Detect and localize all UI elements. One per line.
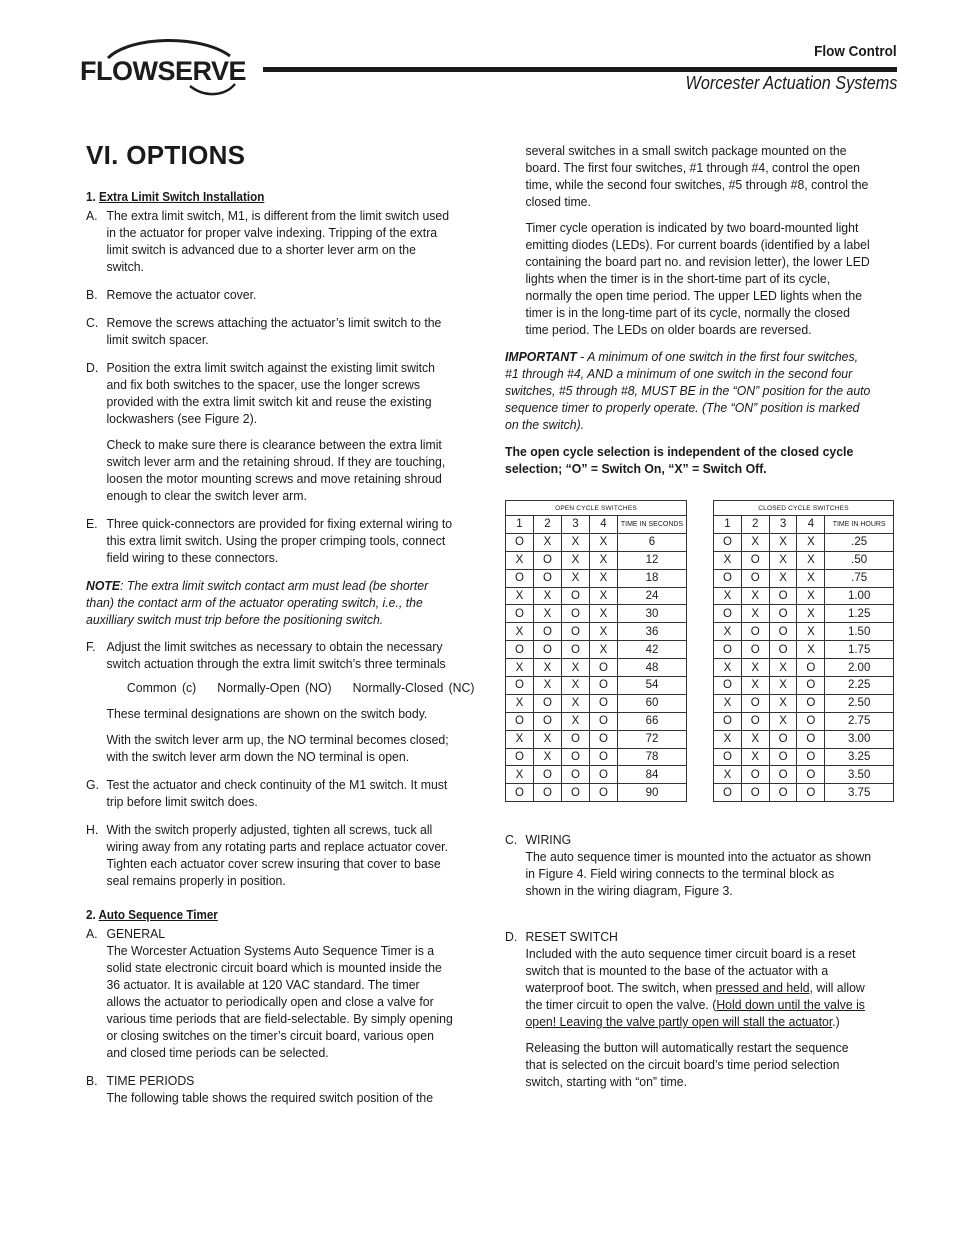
closed-table-row bbox=[714, 730, 894, 748]
left-column bbox=[86, 140, 481, 1117]
switch-cell: X bbox=[506, 587, 534, 605]
switch-cell: O bbox=[590, 694, 618, 712]
switch-cell: X bbox=[590, 587, 618, 605]
subsection-heading: WIRING bbox=[525, 832, 572, 847]
section-1-title: Extra Limit Switch Installation bbox=[98, 190, 265, 204]
switch-cell: X bbox=[534, 748, 562, 766]
switch-cell: O bbox=[506, 784, 534, 802]
switch-cell: O bbox=[534, 641, 562, 659]
timer-wiring-body bbox=[525, 831, 872, 899]
note-label: NOTE bbox=[86, 578, 121, 593]
switch-cell: X bbox=[534, 659, 562, 677]
closed-table-row bbox=[714, 641, 894, 659]
time-cell: 6 bbox=[618, 533, 687, 551]
switch-cell: X bbox=[769, 694, 797, 712]
switch-cell: X bbox=[590, 605, 618, 623]
logo-text: FLOWSERVE bbox=[80, 56, 247, 86]
switch-cell: O bbox=[714, 712, 742, 730]
step-g bbox=[86, 776, 453, 810]
switch-cell: O bbox=[769, 730, 797, 748]
time-cell: 2.00 bbox=[825, 659, 894, 677]
switch-cell: X bbox=[769, 712, 797, 730]
time-cell: 48 bbox=[618, 659, 687, 677]
section-2 bbox=[86, 907, 453, 1106]
subsection-heading: TIME PERIODS bbox=[106, 1073, 195, 1088]
step-d-body bbox=[106, 359, 453, 504]
step-c bbox=[86, 314, 453, 348]
step-f-note-1: These terminal designations are shown on the switch body. bbox=[106, 706, 428, 721]
closed-table-row bbox=[714, 533, 894, 551]
column-header: 2 bbox=[534, 516, 562, 534]
closed-table-row bbox=[714, 569, 894, 587]
closed-table-row bbox=[714, 605, 894, 623]
important-text: - A minimum of one switch in the first four switches, #1 through #4, AND a minimum of one switch in the second four switches, #5 through #8, MUST BE in the “ON” position for the auto sequence timer to properly operate. (The “ON” position is marked on the switch). bbox=[505, 349, 871, 432]
switch-cell: X bbox=[741, 677, 769, 695]
time-cell: 1.50 bbox=[825, 623, 894, 641]
reset-text: , will allow the timer circuit to open the valve. ( bbox=[525, 980, 865, 1012]
column-header: TIME IN HOURS bbox=[825, 516, 894, 534]
open-table-row bbox=[506, 748, 687, 766]
switch-cell: O bbox=[741, 641, 769, 659]
switch-cell: O bbox=[534, 551, 562, 569]
step-label: C. bbox=[86, 315, 99, 330]
switch-cell: X bbox=[741, 533, 769, 551]
closed-table-row bbox=[714, 766, 894, 784]
switch-cell: O bbox=[769, 641, 797, 659]
timer-periods bbox=[86, 1072, 453, 1106]
column-header: 3 bbox=[769, 516, 797, 534]
step-label: E. bbox=[86, 516, 98, 531]
switch-cell: O bbox=[590, 659, 618, 677]
header-division bbox=[805, 43, 897, 60]
switch-cell: X bbox=[797, 605, 825, 623]
switch-cell: O bbox=[590, 784, 618, 802]
switch-cell: O bbox=[506, 605, 534, 623]
time-cell: 2.75 bbox=[825, 712, 894, 730]
closed-table-row bbox=[714, 677, 894, 695]
switch-cell: O bbox=[590, 766, 618, 784]
column-header: 1 bbox=[506, 516, 534, 534]
led-description: Timer cycle operation is indicated by two board-mounted light emitting diodes (LEDs). For current boards (identified by a label containing the board part no. and revision letter), the lower LED lights when the timer is in the short-time part of its cycle, normally the open time period. The upper LED lights when the timer is in the long-time part of its cycle, normally the closed time period. The LEDs on older boards are reversed. bbox=[525, 220, 870, 337]
column-header: 4 bbox=[797, 516, 825, 534]
switch-cell: O bbox=[506, 569, 534, 587]
switch-cell: X bbox=[562, 659, 590, 677]
right-column-lower bbox=[505, 831, 900, 1101]
switch-cell: X bbox=[741, 605, 769, 623]
open-table-row bbox=[506, 677, 687, 695]
step-text: Check to make sure there is clearance between the extra limit switch lever arm and the retaining shroud. If they are touching, loosen the motor mounting screws and move retaining shroud enough to clear the switch lever arm. bbox=[106, 437, 446, 503]
step-b bbox=[86, 286, 453, 303]
selection-note: The open cycle selection is independent of the closed cycle selection; “O” = Switch On, “X” = Switch Off. bbox=[505, 444, 854, 476]
step-f bbox=[86, 638, 453, 672]
closed-table-row bbox=[714, 551, 894, 569]
timer-wiring bbox=[505, 831, 872, 899]
switch-cell: O bbox=[797, 748, 825, 766]
closed-table-row bbox=[714, 659, 894, 677]
switch-cell: O bbox=[714, 677, 742, 695]
switch-cell: X bbox=[797, 551, 825, 569]
switch-cell: X bbox=[797, 587, 825, 605]
switch-cell: O bbox=[590, 748, 618, 766]
switch-cell: O bbox=[797, 677, 825, 695]
closed-table-row bbox=[714, 623, 894, 641]
time-cell: 24 bbox=[618, 587, 687, 605]
step-label: B. bbox=[86, 287, 98, 302]
switch-cell: X bbox=[769, 533, 797, 551]
right-column-text bbox=[505, 142, 872, 477]
switch-cell: O bbox=[590, 730, 618, 748]
switch-cell: X bbox=[590, 533, 618, 551]
division-label: Flow Control bbox=[814, 43, 897, 60]
switch-cell: O bbox=[797, 694, 825, 712]
switch-cell: X bbox=[506, 694, 534, 712]
switch-cell: X bbox=[562, 677, 590, 695]
switch-cell: O bbox=[506, 748, 534, 766]
switch-cell: X bbox=[797, 641, 825, 659]
step-text: The extra limit switch, M1, is different from the limit switch used in the actuator for proper valve indexing. Tripping of the extra limit switch is advanced due to a shorter lever arm on the switch. bbox=[106, 208, 450, 274]
step-text: The following table shows the required switch position of the bbox=[106, 1090, 434, 1105]
open-table-row bbox=[506, 641, 687, 659]
switch-cell: O bbox=[797, 712, 825, 730]
open-table-row bbox=[506, 605, 687, 623]
switch-cell: X bbox=[534, 533, 562, 551]
switch-cell: O bbox=[714, 748, 742, 766]
switch-cell: O bbox=[562, 748, 590, 766]
switch-cell: X bbox=[741, 730, 769, 748]
closed-table-row bbox=[714, 587, 894, 605]
time-periods-continued: several switches in a small switch package mounted on the board. The first four switches, #1 through #4, control the open time, while the second four switches, #5 through #8, control the closed time. bbox=[525, 143, 869, 209]
switch-cell: O bbox=[562, 730, 590, 748]
reset-text: Included with the auto sequence timer circuit board is a reset switch that is mounted to the base of the actuator with a waterproof boot. The switch, when bbox=[525, 946, 856, 995]
time-cell: 2.25 bbox=[825, 677, 894, 695]
time-cell: .50 bbox=[825, 551, 894, 569]
column-header: 4 bbox=[590, 516, 618, 534]
switch-cell: X bbox=[741, 748, 769, 766]
terminal-list: Common (c) Normally-Open (NO) Normally-Closed (NC) bbox=[126, 680, 475, 695]
switch-cell: X bbox=[741, 659, 769, 677]
time-cell: 36 bbox=[618, 623, 687, 641]
switch-cell: X bbox=[769, 677, 797, 695]
switch-cell: O bbox=[534, 569, 562, 587]
switch-cell: X bbox=[506, 766, 534, 784]
switch-cell: X bbox=[714, 694, 742, 712]
switch-cell: O bbox=[769, 766, 797, 784]
switch-cell: X bbox=[562, 569, 590, 587]
time-cell: 66 bbox=[618, 712, 687, 730]
step-f-note-2: With the switch lever arm up, the NO terminal becomes closed; with the switch lever arm down the NO terminal is open. bbox=[106, 732, 449, 764]
section-2-title: Auto Sequence Timer bbox=[98, 908, 218, 922]
closed-table-body bbox=[714, 533, 894, 801]
time-cell: 2.50 bbox=[825, 694, 894, 712]
switch-cell: O bbox=[534, 694, 562, 712]
switch-cell: X bbox=[769, 569, 797, 587]
switch-cell: O bbox=[769, 784, 797, 802]
right-column bbox=[505, 142, 900, 487]
switch-cell: O bbox=[741, 551, 769, 569]
switch-cell: O bbox=[714, 641, 742, 659]
reset-description bbox=[525, 945, 872, 1030]
timer-reset bbox=[505, 928, 872, 1090]
switch-cell: X bbox=[506, 551, 534, 569]
time-cell: 3.75 bbox=[825, 784, 894, 802]
column-header: 1 bbox=[714, 516, 742, 534]
switch-cell: O bbox=[714, 569, 742, 587]
step-text: The auto sequence timer is mounted into the actuator as shown in Figure 4. Field wiring connects to the terminal block as shown in the wiring diagram, Figure 3. bbox=[525, 849, 872, 898]
open-table-body bbox=[506, 533, 687, 801]
switch-cell: O bbox=[797, 784, 825, 802]
timer-general bbox=[86, 925, 453, 1061]
switch-cell: X bbox=[590, 551, 618, 569]
header-rule bbox=[263, 67, 897, 72]
section-title: VI. OPTIONS bbox=[86, 140, 246, 170]
switch-cell: O bbox=[769, 587, 797, 605]
switch-cell: X bbox=[506, 623, 534, 641]
switch-cell: X bbox=[562, 551, 590, 569]
switch-cell: O bbox=[534, 623, 562, 641]
switch-cell: X bbox=[797, 533, 825, 551]
switch-cell: O bbox=[506, 533, 534, 551]
step-label: A. bbox=[86, 926, 98, 941]
time-cell: 18 bbox=[618, 569, 687, 587]
time-cell: 42 bbox=[618, 641, 687, 659]
open-table-row bbox=[506, 623, 687, 641]
section-1-heading bbox=[86, 189, 453, 206]
switch-cell: X bbox=[506, 659, 534, 677]
open-table-row bbox=[506, 659, 687, 677]
time-cell: .25 bbox=[825, 533, 894, 551]
switch-cell: X bbox=[562, 533, 590, 551]
switch-cell: X bbox=[714, 766, 742, 784]
switch-cell: O bbox=[562, 605, 590, 623]
reset-text: .) bbox=[832, 1014, 840, 1029]
timer-periods-body bbox=[106, 1072, 453, 1106]
open-table-header-row bbox=[506, 516, 687, 534]
closed-table-row bbox=[714, 712, 894, 730]
important-note bbox=[505, 348, 872, 433]
step-label: F. bbox=[86, 639, 96, 654]
time-cell: 90 bbox=[618, 784, 687, 802]
time-cell: 12 bbox=[618, 551, 687, 569]
switch-cell: O bbox=[769, 605, 797, 623]
open-table-row bbox=[506, 784, 687, 802]
time-cell: .75 bbox=[825, 569, 894, 587]
time-cell: 72 bbox=[618, 730, 687, 748]
step-label: D. bbox=[505, 929, 518, 944]
time-cell: 3.00 bbox=[825, 730, 894, 748]
step-text: Three quick-connectors are provided for fixing external wiring to this extra limit switch. Using the proper crimping tools, connect field wiring to these connectors. bbox=[106, 516, 453, 565]
switch-cell: X bbox=[714, 551, 742, 569]
switch-cell: X bbox=[590, 569, 618, 587]
switch-cell: O bbox=[506, 641, 534, 659]
time-cell: 1.75 bbox=[825, 641, 894, 659]
reset-restart-text: Releasing the button will automatically restart the sequence that is selected on the circuit board’s time period selection switch, starting with “on” time. bbox=[525, 1040, 849, 1089]
time-cell: 54 bbox=[618, 677, 687, 695]
switch-cell: X bbox=[590, 641, 618, 659]
switch-cell: O bbox=[714, 533, 742, 551]
important-label: IMPORTANT bbox=[505, 349, 577, 364]
closed-table-caption: CLOSED CYCLE SWITCHES bbox=[714, 501, 894, 516]
closed-table-row bbox=[714, 694, 894, 712]
reset-warning: Hold down until the valve is open! Leaving the valve partly open will stall the actuator bbox=[525, 997, 865, 1029]
switch-cell: X bbox=[797, 569, 825, 587]
switch-cell: O bbox=[506, 712, 534, 730]
step-label: A. bbox=[86, 208, 98, 223]
open-table-row bbox=[506, 533, 687, 551]
switch-cell: X bbox=[714, 587, 742, 605]
step-label: C. bbox=[505, 832, 518, 847]
section-1 bbox=[86, 189, 475, 889]
switch-cell: O bbox=[534, 766, 562, 784]
switch-cell: X bbox=[714, 730, 742, 748]
open-table-row bbox=[506, 569, 687, 587]
open-table-row bbox=[506, 766, 687, 784]
time-cell: 1.00 bbox=[825, 587, 894, 605]
time-cell: 1.25 bbox=[825, 605, 894, 623]
switch-cell: O bbox=[714, 605, 742, 623]
limit-switch-note bbox=[86, 577, 453, 628]
open-table-row bbox=[506, 712, 687, 730]
switch-cell: X bbox=[534, 587, 562, 605]
switch-cell: O bbox=[741, 623, 769, 641]
open-cycle-table bbox=[505, 500, 687, 802]
time-cell: 60 bbox=[618, 694, 687, 712]
switch-cell: O bbox=[562, 784, 590, 802]
switch-cell: O bbox=[562, 766, 590, 784]
header-subtitle: Worcester Actuation Systems bbox=[685, 73, 897, 93]
time-cell: 78 bbox=[618, 748, 687, 766]
switch-cell: X bbox=[769, 659, 797, 677]
subsection-heading: RESET SWITCH bbox=[525, 929, 618, 944]
column-header: 2 bbox=[741, 516, 769, 534]
switch-cell: X bbox=[769, 551, 797, 569]
switch-cell: O bbox=[534, 784, 562, 802]
step-text: Position the extra limit switch against the existing limit switch and fix both switches to the spacer, use the longer screws provided with the extra limit switch kit and reuse the existing lockwashers (see Figure 2). bbox=[106, 360, 436, 426]
switch-cell: O bbox=[506, 677, 534, 695]
time-cell: 84 bbox=[618, 766, 687, 784]
step-text: Test the actuator and check continuity of the M1 switch. It must trip before limit switch does. bbox=[106, 777, 448, 809]
flowserve-logo bbox=[80, 38, 245, 100]
timer-reset-body bbox=[525, 928, 872, 1090]
switch-cell: O bbox=[562, 623, 590, 641]
open-table-row bbox=[506, 730, 687, 748]
section-2-number: 2. bbox=[86, 908, 96, 922]
open-table-row bbox=[506, 551, 687, 569]
step-text: The Worcester Actuation Systems Auto Sequence Timer is a solid state electronic circuit board which is mounted inside the 36 actuator. It is available at 120 VAC standard. The timer allows the actuator to periodically open and close a valve for various time periods that are field-selectable. By simply opening or closing switches on the timer’s circuit board, various open and closed time periods can be selected. bbox=[106, 943, 453, 1060]
switch-cell: O bbox=[797, 730, 825, 748]
open-table-caption: OPEN CYCLE SWITCHES bbox=[506, 501, 687, 516]
column-header: 3 bbox=[562, 516, 590, 534]
switch-cell: O bbox=[741, 766, 769, 784]
step-label: B. bbox=[86, 1073, 98, 1088]
step-text: With the switch properly adjusted, tighten all screws, tuck all wiring away from any rotating parts and replace actuator cover. Tighten each actuator cover screw insuring that cover to base seal remains properly in position. bbox=[106, 822, 448, 888]
step-e bbox=[86, 515, 453, 566]
switch-cell: X bbox=[506, 730, 534, 748]
switch-cell: O bbox=[741, 784, 769, 802]
time-cell: 30 bbox=[618, 605, 687, 623]
switch-cell: O bbox=[590, 712, 618, 730]
step-d bbox=[86, 359, 453, 504]
time-cell: 3.25 bbox=[825, 748, 894, 766]
switch-cell: X bbox=[534, 677, 562, 695]
subsection-heading: GENERAL bbox=[106, 926, 166, 941]
column-header: TIME IN SECONDS bbox=[618, 516, 687, 534]
switch-cell: O bbox=[562, 587, 590, 605]
switch-cell: O bbox=[562, 641, 590, 659]
open-table-row bbox=[506, 694, 687, 712]
switch-cell: X bbox=[714, 659, 742, 677]
reset-emphasis: pressed and held bbox=[715, 980, 810, 995]
step-h bbox=[86, 821, 453, 889]
right-lower-text bbox=[505, 831, 872, 1090]
switch-cell: O bbox=[741, 694, 769, 712]
section-2-heading bbox=[86, 907, 453, 924]
timer-general-body bbox=[106, 925, 453, 1061]
step-text: Remove the screws attaching the actuator’s limit switch to the limit switch spacer. bbox=[106, 315, 442, 347]
step-a bbox=[86, 207, 453, 275]
switch-cell: O bbox=[741, 569, 769, 587]
switch-cell: X bbox=[741, 587, 769, 605]
switch-cell: O bbox=[797, 659, 825, 677]
switch-cell: X bbox=[714, 623, 742, 641]
switch-cell: O bbox=[534, 712, 562, 730]
switch-cell: O bbox=[797, 766, 825, 784]
closed-table-row bbox=[714, 784, 894, 802]
open-table-row bbox=[506, 587, 687, 605]
step-label: D. bbox=[86, 360, 99, 375]
step-text: Adjust the limit switches as necessary to obtain the necessary switch actuation through the extra limit switch’s three terminals bbox=[106, 639, 446, 671]
closed-table-header-row bbox=[714, 516, 894, 534]
time-cell: 3.50 bbox=[825, 766, 894, 784]
switch-cell: X bbox=[534, 730, 562, 748]
switch-cell: O bbox=[590, 677, 618, 695]
switch-cell: X bbox=[590, 623, 618, 641]
switch-cell: O bbox=[741, 712, 769, 730]
step-label: G. bbox=[86, 777, 99, 792]
switch-cell: O bbox=[769, 748, 797, 766]
switch-cell: O bbox=[714, 784, 742, 802]
switch-cell: X bbox=[562, 712, 590, 730]
switch-cell: X bbox=[797, 623, 825, 641]
switch-cell: O bbox=[769, 623, 797, 641]
section-1-number: 1. bbox=[86, 190, 96, 204]
step-text: Remove the actuator cover. bbox=[106, 287, 257, 302]
switch-cell: X bbox=[562, 694, 590, 712]
closed-table-row bbox=[714, 748, 894, 766]
closed-cycle-table bbox=[713, 500, 894, 802]
switch-cell: X bbox=[534, 605, 562, 623]
note-text: : The extra limit switch contact arm must lead (be shorter than) the contact arm of the actuator operating switch, i.e., the auxilliary switch must trip before the positioning switch. bbox=[86, 578, 429, 627]
step-label: H. bbox=[86, 822, 99, 837]
